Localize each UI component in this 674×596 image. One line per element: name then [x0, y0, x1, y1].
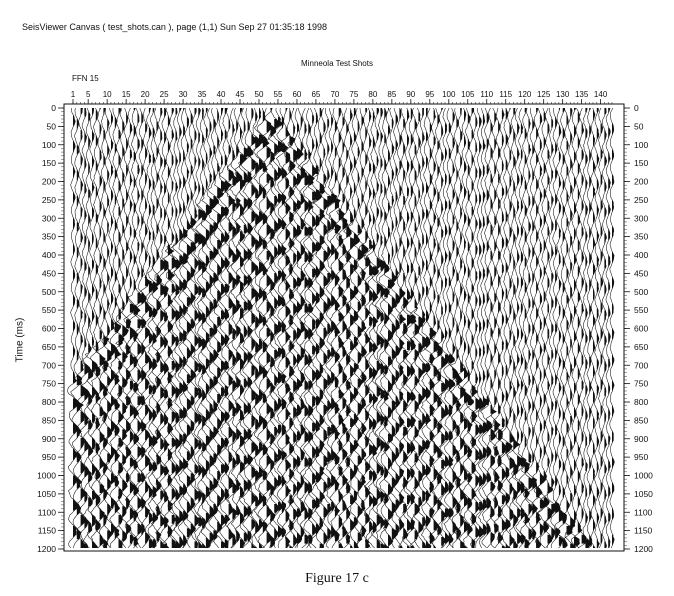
- trace-tick-label: 40: [216, 90, 226, 99]
- page-header: SeisViewer Canvas ( test_shots.can ), page (1,1) Sun Sep 27 01:35:18 1998: [22, 22, 328, 32]
- trace-fill: [221, 108, 228, 548]
- trace-fill: [559, 108, 565, 546]
- seismic-trace: [85, 108, 97, 548]
- time-tick-label: 0: [51, 103, 56, 113]
- trace-tick-label: 110: [480, 90, 494, 99]
- time-tick-label: 200: [41, 176, 56, 187]
- time-tick-label: 1000: [634, 470, 653, 481]
- time-tick-label: 500: [41, 286, 56, 297]
- trace-fill: [544, 112, 550, 532]
- time-tick-label: 1200: [634, 544, 653, 554]
- time-tick-label: 750: [41, 378, 56, 389]
- trace-tick-label: 25: [159, 90, 169, 99]
- trace-fill: [589, 108, 592, 546]
- trace-fill: [593, 110, 595, 548]
- time-tick-label: 100: [41, 139, 56, 150]
- time-tick-label: 850: [41, 415, 56, 426]
- seismic-trace: [578, 108, 586, 548]
- trace-tick-label: 55: [273, 90, 283, 99]
- time-tick-label: 250: [41, 194, 56, 205]
- trace-fill: [510, 108, 516, 546]
- trace-fill: [176, 108, 181, 548]
- time-axis-right: [624, 103, 653, 554]
- seismic-trace: [82, 108, 94, 548]
- trace-fill: [160, 108, 166, 548]
- time-tick-label: 550: [634, 305, 649, 316]
- time-tick-label: 200: [634, 176, 649, 187]
- trace-tick-label: 45: [235, 90, 245, 99]
- seismic-trace: [155, 108, 166, 548]
- trace-tick-label: 50: [254, 90, 264, 99]
- trace-fill: [585, 108, 589, 548]
- trace-tick-label: 10: [102, 90, 112, 99]
- time-tick-label: 400: [634, 250, 649, 260]
- time-tick-label: 850: [634, 415, 649, 426]
- trace-fill: [92, 108, 98, 548]
- time-tick-label: 750: [634, 378, 649, 389]
- seismic-trace: [496, 108, 507, 548]
- time-tick-label: 1150: [37, 525, 56, 536]
- trace-header-label: FFN 15: [72, 74, 99, 83]
- seismic-trace: [173, 108, 186, 548]
- time-tick-label: 300: [41, 213, 56, 224]
- time-tick-label: 50: [46, 121, 56, 132]
- trace-tick-label: 140: [593, 90, 608, 99]
- trace-tick-label: 35: [197, 90, 207, 99]
- time-tick-label: 700: [634, 360, 649, 371]
- trace-tick-label: 15: [121, 90, 131, 99]
- seismic-trace: [264, 108, 276, 548]
- seismic-trace: [204, 108, 215, 548]
- figure-caption: Figure 17 c: [305, 571, 369, 586]
- time-tick-label: 800: [634, 397, 649, 407]
- trace-fill: [100, 108, 106, 546]
- trace-tick-label: 20: [140, 90, 150, 99]
- seismic-trace: [211, 108, 224, 548]
- seismic-trace: [420, 108, 431, 548]
- trace-tick-label: 115: [499, 90, 513, 99]
- trace-fill: [293, 108, 299, 546]
- trace-tick-label: 75: [349, 90, 359, 99]
- time-tick-label: 650: [41, 341, 56, 352]
- trace-tick-label: 120: [518, 90, 532, 99]
- time-tick-label: 1050: [634, 488, 653, 499]
- seismic-trace: [560, 108, 572, 548]
- trace-fill: [460, 108, 465, 548]
- trace-tick-label: 135: [574, 90, 589, 99]
- seismic-trace: [602, 108, 607, 548]
- time-tick-label: 1100: [37, 507, 56, 518]
- time-tick-label: 600: [41, 323, 56, 334]
- trace-tick-label: 60: [292, 90, 302, 99]
- trace-fill: [456, 117, 462, 539]
- trace-tick-label: 95: [425, 90, 435, 99]
- time-tick-label: 950: [41, 452, 56, 463]
- trace-tick-label: 1: [70, 90, 76, 99]
- time-tick-label: 800: [41, 397, 56, 407]
- seismic-trace: [450, 108, 462, 548]
- plot-title: Minneola Test Shots: [301, 59, 373, 68]
- time-tick-label: 450: [41, 268, 56, 279]
- seismic-traces: [68, 108, 615, 548]
- time-tick-label: 150: [41, 158, 56, 169]
- seismic-trace: [606, 108, 611, 548]
- time-tick-label: 150: [634, 158, 649, 169]
- y-axis-label: Time (ms): [14, 317, 26, 363]
- seismic-trace: [196, 108, 208, 548]
- seismic-trace: [68, 108, 79, 548]
- time-tick-label: 1000: [37, 470, 56, 481]
- time-tick-label: 250: [634, 194, 649, 205]
- time-axis-left: [37, 103, 64, 554]
- trace-tick-label: 100: [442, 90, 456, 99]
- trace-tick-label: 85: [387, 90, 397, 99]
- trace-tick-label: 105: [461, 90, 475, 99]
- time-tick-label: 900: [41, 433, 56, 444]
- seismic-trace: [192, 108, 205, 548]
- seismic-trace: [93, 108, 106, 548]
- trace-tick-label: 30: [178, 90, 188, 99]
- time-tick-label: 1200: [37, 544, 56, 554]
- seismic-trace: [587, 108, 592, 548]
- trace-axis: [71, 90, 612, 104]
- trace-fill: [422, 108, 428, 548]
- time-tick-label: 50: [634, 121, 644, 132]
- time-tick-label: 1050: [37, 488, 56, 499]
- trace-tick-label: 80: [368, 90, 378, 99]
- seismic-trace: [519, 108, 530, 548]
- trace-tick-label: 130: [555, 90, 570, 99]
- trace-fill: [597, 108, 600, 548]
- time-tick-label: 500: [634, 286, 649, 297]
- time-tick-label: 400: [41, 250, 56, 260]
- time-tick-label: 350: [634, 231, 649, 242]
- seismic-trace: [595, 108, 600, 548]
- time-tick-label: 350: [41, 231, 56, 242]
- time-tick-label: 450: [634, 268, 649, 279]
- time-tick-label: 700: [41, 360, 56, 371]
- time-tick-label: 0: [634, 103, 639, 113]
- trace-tick-label: 70: [330, 90, 340, 99]
- trace-fill: [430, 123, 436, 543]
- trace-tick-label: 125: [536, 90, 551, 99]
- time-tick-label: 1150: [634, 525, 653, 536]
- time-tick-label: 950: [634, 452, 649, 463]
- time-tick-label: 900: [634, 433, 649, 444]
- trace-fill: [381, 108, 387, 548]
- trace-tick-label: 65: [311, 90, 321, 99]
- time-tick-label: 550: [41, 305, 56, 316]
- trace-tick-label: 5: [85, 90, 91, 99]
- trace-fill: [608, 108, 610, 548]
- trace-tick-label: 90: [406, 90, 416, 99]
- time-tick-label: 1100: [634, 507, 653, 518]
- time-tick-label: 300: [634, 213, 649, 224]
- seismic-trace: [321, 108, 332, 548]
- trace-fill: [259, 108, 265, 548]
- time-tick-label: 650: [634, 341, 649, 352]
- time-tick-label: 100: [634, 139, 649, 150]
- time-tick-label: 600: [634, 323, 649, 334]
